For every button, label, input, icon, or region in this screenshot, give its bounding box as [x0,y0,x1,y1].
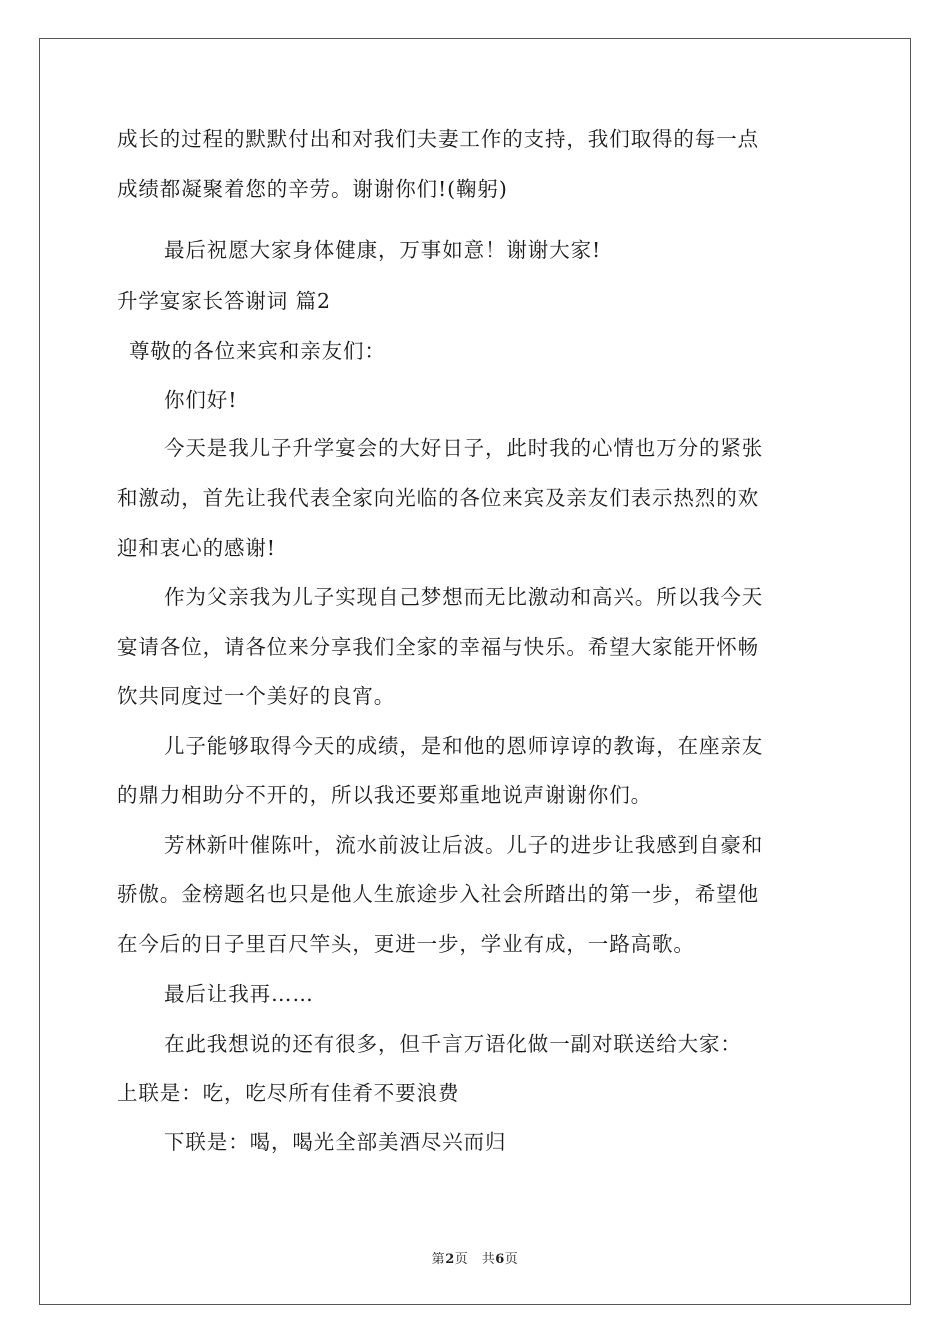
page-frame [39,38,911,1305]
paragraph-line: 和激动，首先让我代表全家向光临的各位来宾及亲友们表示热烈的欢 [117,486,759,510]
salutation: 尊敬的各位来宾和亲友们： [129,339,386,363]
paragraph-line: 最后让我再…… [164,982,314,1006]
paragraph-line: 作为父亲我为儿子实现自己梦想而无比激动和高兴。所以我今天 [164,585,764,609]
paragraph-line: 儿子能够取得今天的成绩，是和他的恩师谆谆的教诲，在座亲友 [164,734,764,758]
paragraph-line: 骄傲。金榜题名也只是他人生旅途步入社会所踏出的第一步，希望他 [117,882,759,906]
paragraph-line: 在此我想说的还有很多，但千言万语化做一副对联送给大家： [164,1032,742,1056]
paragraph-line: 芳林新叶催陈叶，流水前波让后波。儿子的进步让我感到自豪和 [164,833,764,857]
footer-prefix: 第 [431,1252,446,1267]
paragraph-line: 成长的过程的默默付出和对我们夫妻工作的支持，我们取得的每一点 [117,127,759,151]
paragraph-line: 今天是我儿子升学宴会的大好日子，此时我的心情也万分的紧张 [164,436,764,460]
paragraph-line: 的鼎力相助分不开的，所以我还要郑重地说声谢谢你们。 [117,783,652,807]
total-page-number: 6 [495,1252,505,1267]
paragraph-line: 在今后的日子里百尺竿头，更进一步，学业有成，一路高歌。 [117,932,695,956]
greeting: 你们好! [164,388,238,412]
footer-suffix: 页 [504,1252,519,1267]
section-heading: 升学宴家长答谢词 篇2 [117,289,331,313]
paragraph-line: 最后祝愿大家身体健康，万事如意！谢谢大家! [164,238,602,262]
couplet-first-line: 上联是：吃，吃尽所有佳肴不要浪费 [117,1081,460,1105]
paragraph-line: 宴请各位，请各位来分享我们全家的幸福与快乐。希望大家能开怀畅 [117,635,759,659]
paragraph-line: 饮共同度过一个美好的良宵。 [117,684,396,708]
paragraph-line: 迎和衷心的感谢! [117,536,276,560]
footer-mid: 页 共 [454,1252,496,1267]
couplet-second-line: 下联是：喝，喝光全部美酒尽兴而归 [164,1130,507,1154]
page-footer [0,1248,950,1267]
current-page-number: 2 [445,1252,455,1267]
paragraph-line: 成绩都凝聚着您的辛劳。谢谢你们!(鞠躬) [117,177,508,201]
